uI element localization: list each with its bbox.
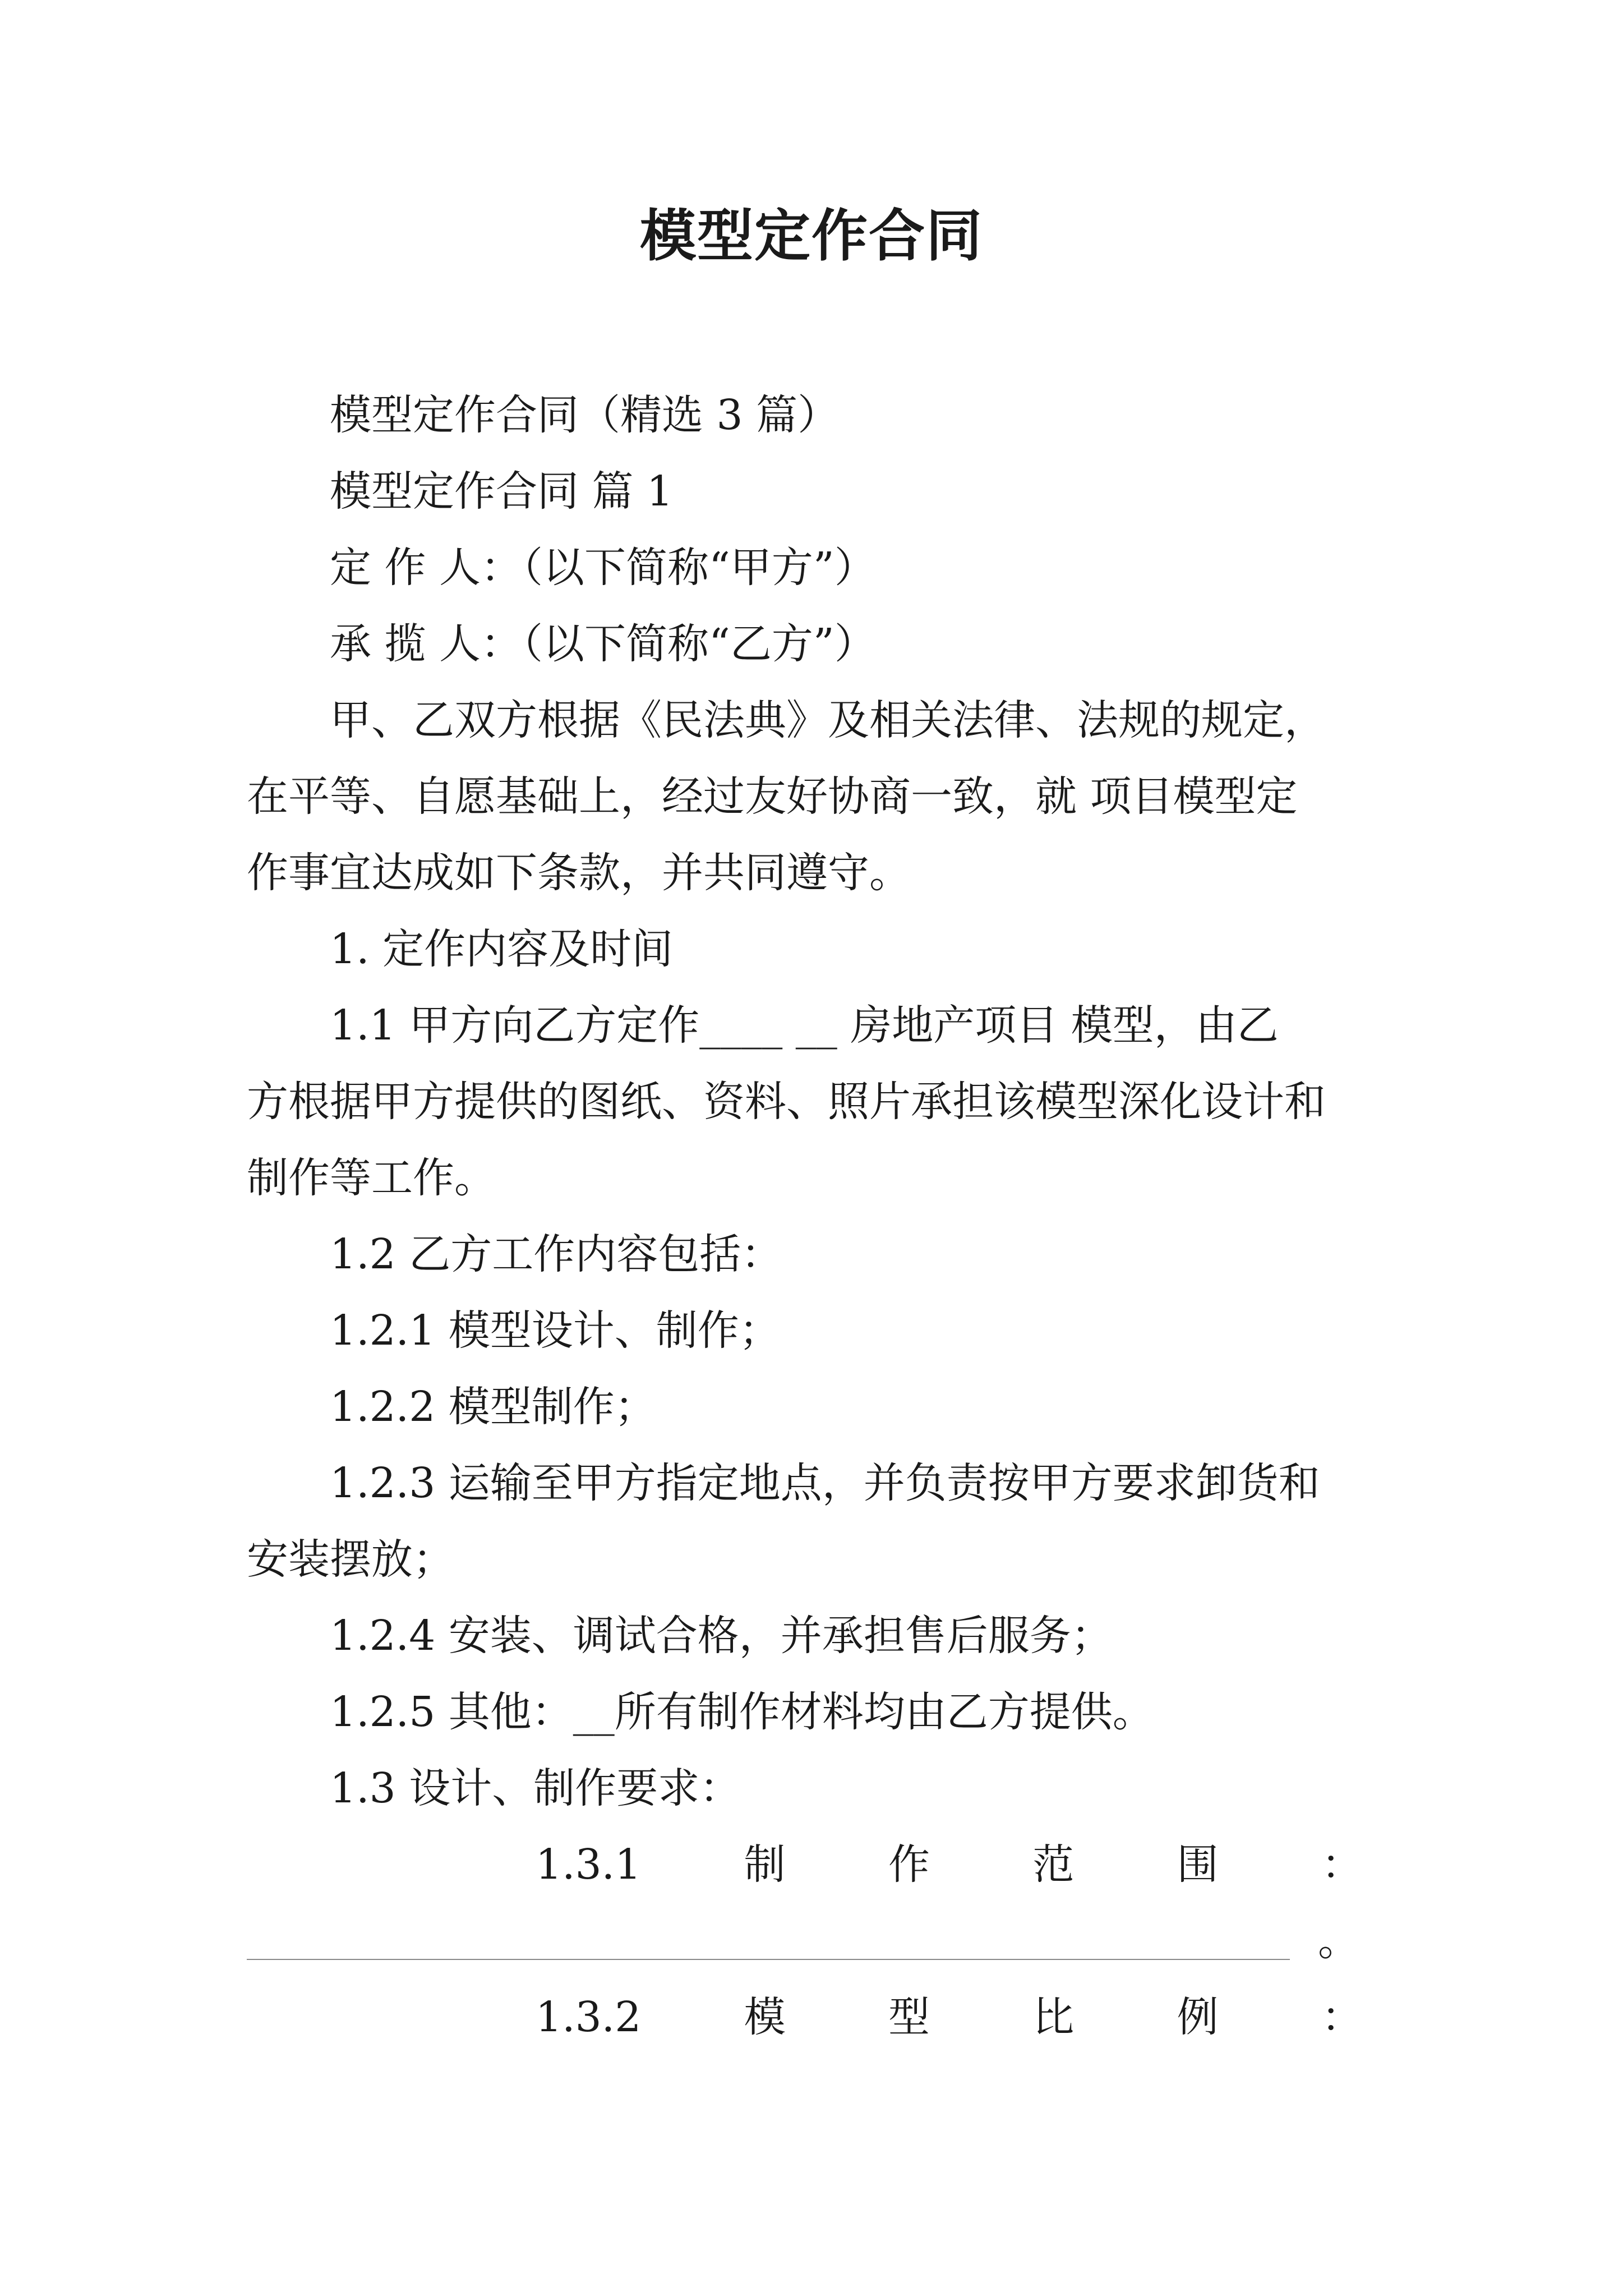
section-heading: 模型定作合同 篇 1 [330,467,674,516]
clause-line: 1.2.3 运输至甲方指定地点，并负责按甲方要求卸货和 [330,1459,1320,1507]
clause-colon: ： [1321,1841,1363,1889]
party-a-line: 定 作 人：（以下简称“甲方”） [330,544,876,592]
clause-char: 例 [1177,1993,1219,2041]
blank-underline [247,1959,1290,1960]
clause-char: 作 [888,1841,930,1889]
clause-heading: 1. 定作内容及时间 [330,925,674,973]
clause-line: 1.1 甲方向乙方定作____ __ 房地产项目 模型，由乙 [330,1001,1279,1050]
paragraph-line: 甲、乙双方根据《民法典》及相关法律、法规的规定， [330,696,1326,744]
paragraph-line: 在平等、自愿基础上，经过友好协商一致，就 项目模型定 [247,772,1298,821]
clause-line: 制作等工作。 [247,1154,496,1202]
clause-line: 1.2.2 模型制作； [330,1383,656,1431]
clause-1-3-2 [247,1979,1380,2055]
clause-1-3-1 [247,1826,1380,1903]
line-end-mark: 。 [1318,1917,1359,1965]
clause-char: 模 [744,1993,786,2041]
clause-number: 1.3.2 [536,1993,642,2041]
clause-colon: ： [1321,1993,1363,2041]
fill-in-line [247,1903,1380,1979]
clause-line: 安装摆放； [247,1535,454,1584]
clause-number: 1.3.1 [536,1841,642,1889]
clause-char: 围 [1177,1841,1219,1889]
clause-line: 方根据甲方提供的图纸、资料、照片承担该模型深化设计和 [247,1078,1326,1126]
document-title: 模型定作合同 [640,203,983,269]
clause-char: 型 [888,1993,930,2041]
party-b-line: 承 揽 人：（以下简称“乙方”） [330,620,876,668]
clause-char: 制 [744,1841,786,1889]
clause-line: 1.2.4 安装、调试合格，并承担售后服务； [330,1612,1113,1660]
document-body [247,377,1380,2055]
subtitle-line: 模型定作合同（精选 3 篇） [330,391,840,439]
clause-char: 范 [1032,1841,1075,1889]
clause-line: 1.3 设计、制作要求： [330,1764,741,1812]
clause-line: 1.2 乙方工作内容包括： [330,1230,783,1278]
clause-line: 1.2.1 模型设计、制作； [330,1306,781,1355]
clause-line: 1.2.5 其他：__所有制作材料均由乙方提供。 [330,1688,1154,1736]
clause-char: 比 [1032,1993,1075,2041]
paragraph-line: 作事宜达成如下条款，并共同遵守。 [247,849,911,897]
